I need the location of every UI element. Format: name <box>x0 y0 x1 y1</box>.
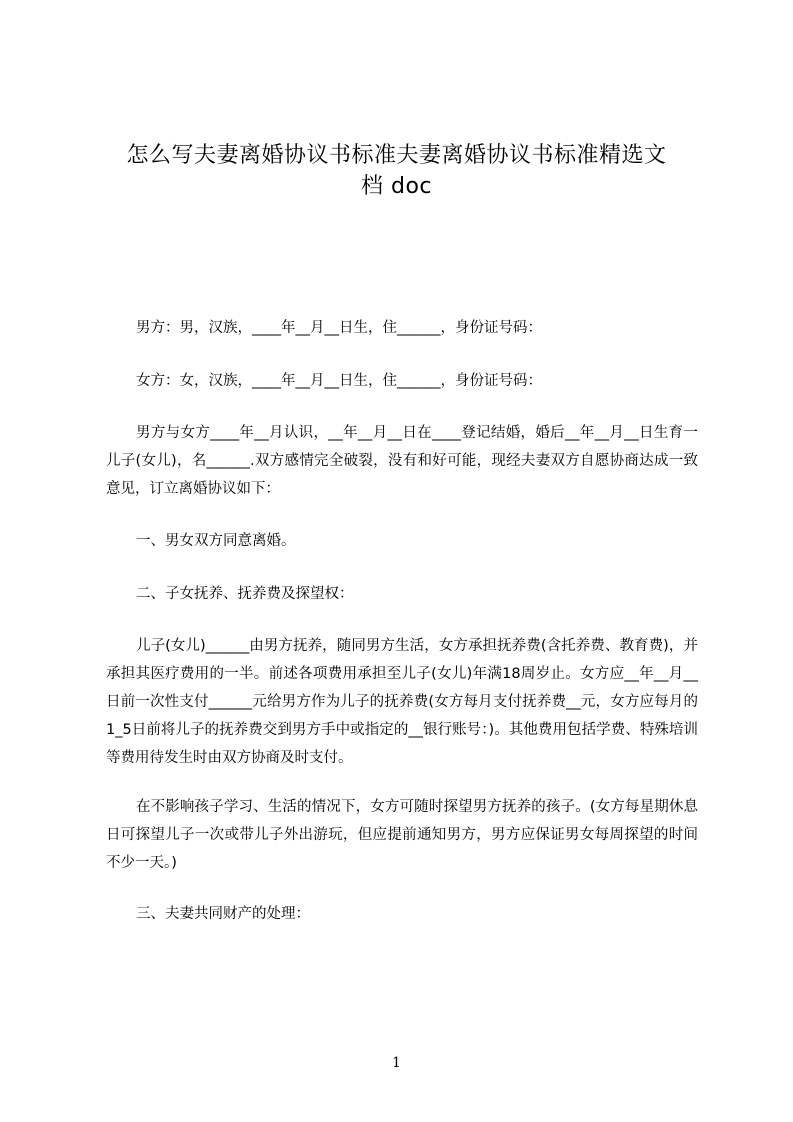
visitation-paragraph: 在不影响孩子学习、生活的情况下，女方可随时探望男方抚养的孩子。(女方每星期休息日可探望儿子一次或带儿子外出游玩，但应提前通知男方，男方应保证男女每周探望的时间不少一天。) <box>106 799 698 871</box>
wife-info-line: 女方：女，汉族，____年__月__日生，住______，身份证号码： <box>136 373 542 389</box>
title-line-2: 档 doc <box>360 174 432 199</box>
clause-2-heading: 二、子女抚养、抚养费及探望权： <box>136 586 354 602</box>
clause-3-heading: 三、夫妻共同财产的处理： <box>136 906 310 922</box>
clause-1-divorce-consent: 一、男女双方同意离婚。 <box>136 533 296 549</box>
custody-paragraph: 儿子(女儿)______由男方抚养，随同男方生活，女方承担抚养费(含托养费、教育费)，并承担其医疗费用的一半。前述各项费用承担至儿子(女儿)年满18周岁止。女方应__年__月__日前一次性支付______元给男方作为儿子的抚养费(女方每月支付抚养费__元，女方应每月的1_5日前将儿子的抚养费交到男方手中或指定的__银行账号：)。其他费用包括学费、特殊培训等费用待发生时由双方协商及时支付。 <box>106 638 698 766</box>
intro-paragraph: 男方与女方____年__月认识，__年__月__日在____登记结婚，婚后__年__月__日生育一儿子(女儿)，名______.双方感情完全破裂，没有和好可能，现经夫妻双方自愿协商达成一致意见，订立离婚协议如下： <box>106 425 698 497</box>
page-number: 1 <box>392 1055 401 1071</box>
title-line-1: 怎么写夫妻离婚协议书标准夫妻离婚协议书标准精选文 <box>126 143 667 168</box>
husband-info-line: 男方：男，汉族，____年__月__日生，住______，身份证号码： <box>136 320 542 336</box>
document-title <box>90 140 703 202</box>
